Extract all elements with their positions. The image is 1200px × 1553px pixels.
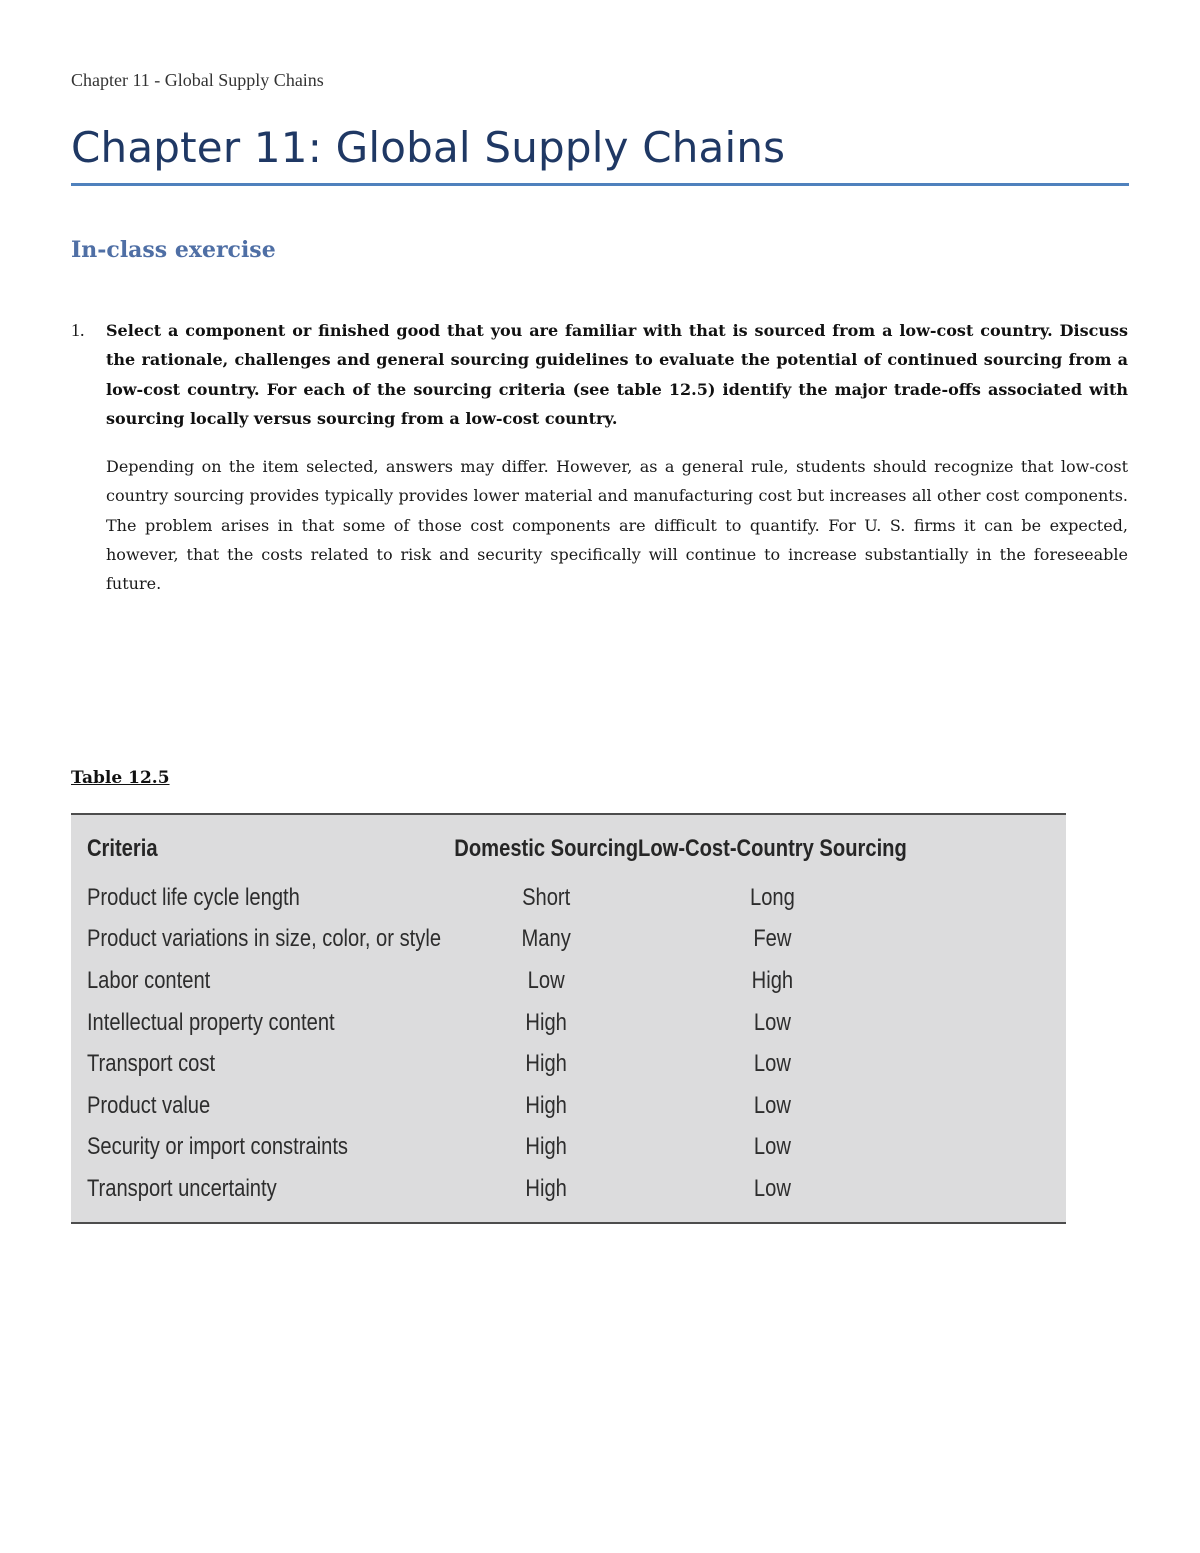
table-row — [71, 1043, 907, 1085]
criteria-table — [71, 827, 907, 1210]
cell-lcc: Low — [753, 1050, 791, 1078]
section-heading: In-class exercise — [71, 237, 276, 263]
cell-domestic: High — [525, 1133, 567, 1161]
cell-lcc: High — [751, 966, 794, 994]
table-row — [71, 871, 907, 919]
title-rule — [71, 183, 1129, 186]
table-row — [71, 1168, 907, 1210]
cell-domestic: Many — [521, 925, 571, 953]
cell-domestic: Short — [522, 883, 571, 911]
header-domestic-sourcing: Domestic Sourcing — [454, 835, 639, 862]
question-number: 1. — [71, 320, 85, 340]
cell-criteria: Product value — [86, 1091, 211, 1119]
cell-lcc: Low — [753, 1008, 791, 1036]
table-header-row — [71, 827, 907, 871]
table-row — [71, 1002, 907, 1044]
cell-domestic: High — [525, 1008, 567, 1036]
cell-criteria: Labor content — [86, 966, 211, 994]
table-row — [71, 1127, 907, 1169]
cell-lcc: Long — [749, 883, 795, 911]
cell-lcc: Low — [753, 1133, 791, 1161]
cell-criteria: Transport cost — [86, 1050, 216, 1078]
cell-lcc: Few — [753, 925, 792, 953]
table-row — [71, 960, 907, 1002]
sourcing-criteria-table — [71, 813, 1066, 1224]
table-row — [71, 1085, 907, 1127]
cell-criteria: Product life cycle length — [86, 883, 300, 911]
cell-criteria: Intellectual property content — [86, 1008, 335, 1036]
running-header: Chapter 11 - Global Supply Chains — [71, 70, 324, 90]
cell-lcc: Low — [753, 1091, 791, 1119]
page-title: Chapter 11: Global Supply Chains — [71, 123, 786, 172]
header-low-cost-country-sourcing: Low-Cost-Country Sourcing — [638, 835, 907, 862]
cell-domestic: Low — [527, 966, 565, 994]
cell-criteria: Transport uncertainty — [86, 1174, 277, 1202]
cell-lcc: Low — [753, 1174, 791, 1202]
header-criteria: Criteria — [86, 835, 158, 862]
table-caption: Table 12.5 — [71, 768, 170, 788]
question-text: Select a component or finished good that you are familiar with that is sourced from a low-cost country. Discuss the rationale, challenges and general sourcing guidelines to evaluate the potential of continued sourcing from a low-cost country. For each of the sourcing criteria (see table 12.5) identify the major trade-offs associated with sourcing locally versus sourcing from a low-cost country. — [106, 321, 1128, 428]
cell-domestic: High — [525, 1050, 567, 1078]
cell-domestic: High — [525, 1091, 567, 1119]
table-row — [71, 919, 907, 961]
cell-criteria: Security or import constraints — [86, 1133, 349, 1161]
answer-text: Depending on the item selected, answers may differ. However, as a general rule, students should recognize that low-cost country sourcing provides typically provides lower material and manufacturing cost but increases all other cost components. The problem arises in that some of those cost components are difficult to quantify. For U. S. firms it can be expected, however, that the costs related to risk and security specifically will continue to increase substantially in the foreseeable future. — [106, 457, 1128, 594]
cell-criteria: Product variations in size, color, or style — [86, 925, 442, 953]
cell-domestic: High — [525, 1174, 567, 1202]
